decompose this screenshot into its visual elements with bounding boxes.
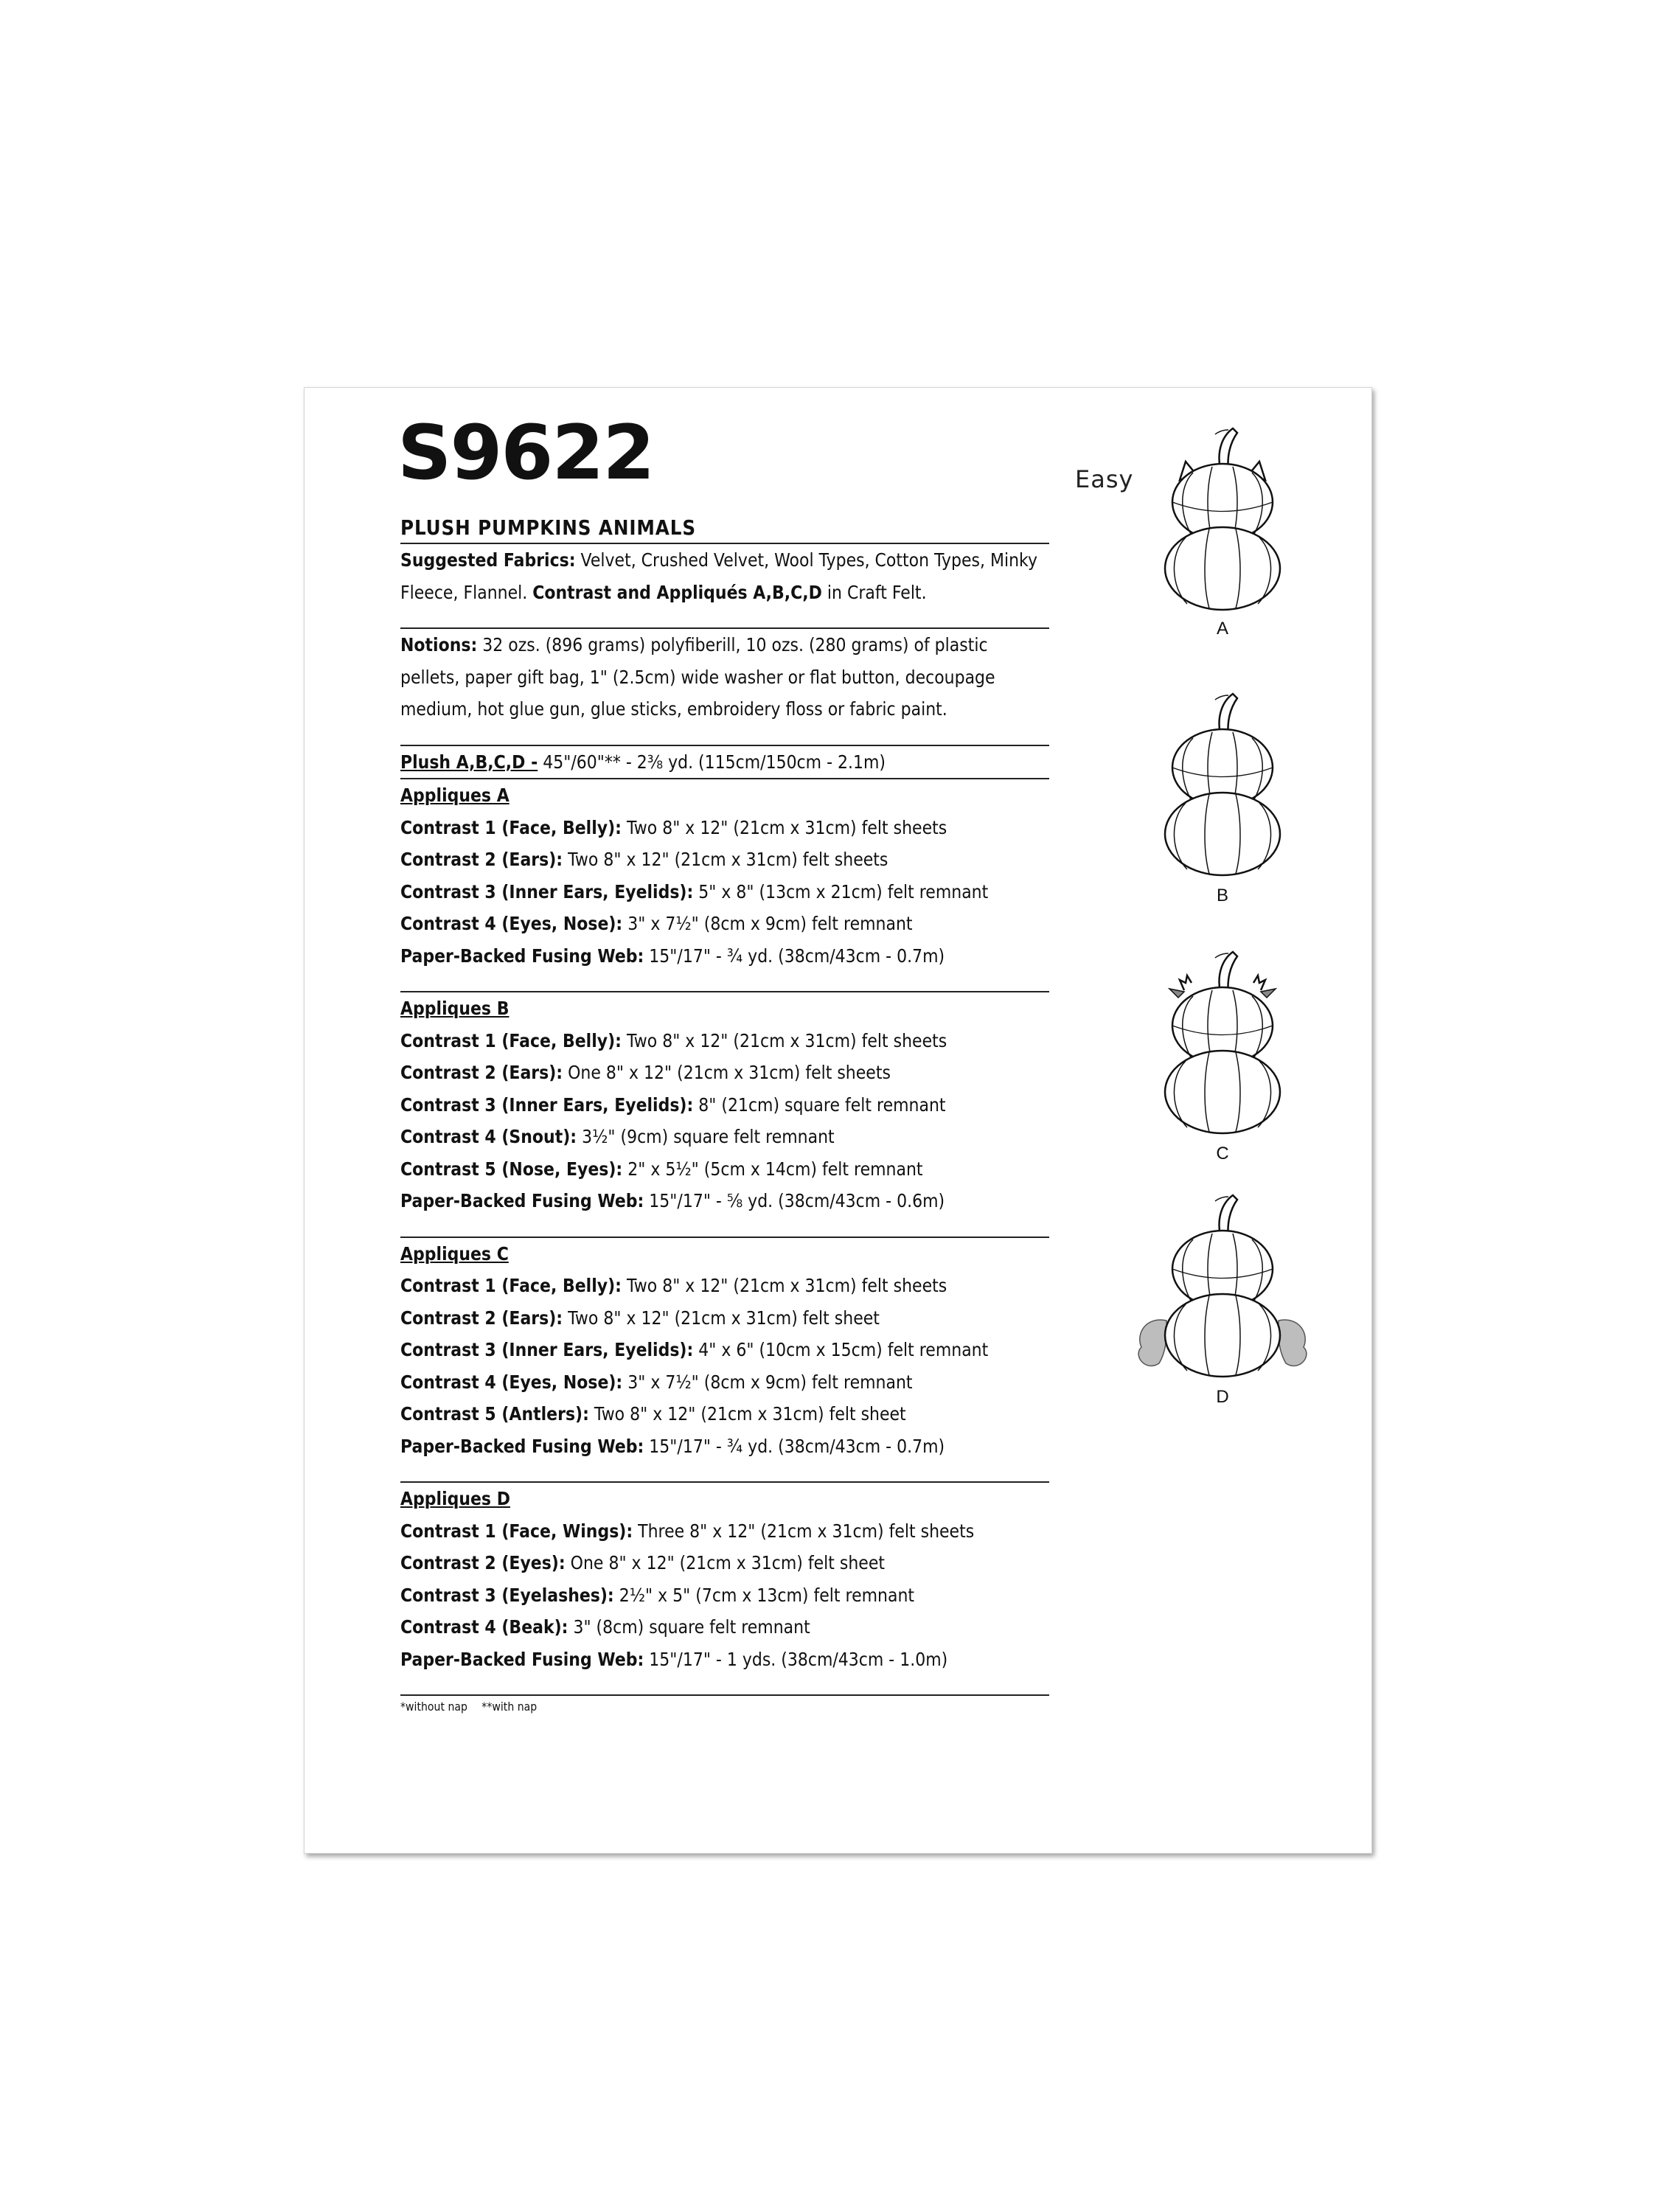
notions: Notions: 32 ozs. (896 grams) polyfiberill, 10 ozs. (280 grams) of plastic pellets, paper gift bag, 1" (2.5cm) wide washer or flat button, decoupage medium, hot glue gun, glue sticks, embroidery floss or fabric paint.: [400, 634, 995, 720]
view-b-label: B: [1216, 886, 1228, 905]
requirement-label: Contrast 1 (Face, Belly):: [400, 1275, 622, 1296]
requirement-value: 15"/17" - ⅝ yd. (38cm/43cm - 0.6m): [644, 1190, 945, 1211]
requirement-line: [400, 1270, 1049, 1302]
requirement-value: 2" x 5½" (5cm x 14cm) felt remnant: [622, 1158, 923, 1180]
requirement-value: Three 8" x 12" (21cm x 31cm) felt sheets: [633, 1520, 975, 1542]
requirement-label: Contrast 5 (Antlers):: [400, 1403, 589, 1425]
requirement-value: 3" (8cm) square felt remnant: [568, 1616, 810, 1638]
page-title: PLUSH PUMPKINS ANIMALS: [400, 515, 696, 540]
plush-yardage: Plush A,B,C,D - 45"/60"** - 2⅜ yd. (115cm/150cm - 2.1m): [400, 751, 886, 773]
requirement-label: Contrast 2 (Ears):: [400, 849, 563, 870]
requirement-label: Contrast 4 (Beak):: [400, 1616, 568, 1638]
requirement-value: One 8" x 12" (21cm x 31cm) felt sheet: [565, 1552, 886, 1573]
requirement-label: Contrast 3 (Inner Ears, Eyelids):: [400, 1339, 694, 1360]
requirement-line: [400, 1153, 1049, 1186]
requirement-value: 4" x 6" (10cm x 15cm) felt remnant: [693, 1339, 989, 1360]
requirement-label: Contrast 4 (Eyes, Nose):: [400, 1371, 623, 1393]
requirement-value: 15"/17" - ¾ yd. (38cm/43cm - 0.7m): [644, 1435, 945, 1457]
view-illustrations: [1134, 421, 1311, 1453]
suggested-fabrics: Suggested Fabrics: Velvet, Crushed Velvet, Wool Types, Cotton Types, Minky Fleece, Flannel. Contrast and Appliqués A,B,C,D in Craft Felt.: [400, 549, 1038, 603]
requirement-value: Two 8" x 12" (21cm x 31cm) felt sheet: [563, 1307, 880, 1329]
requirements-column: [400, 513, 1049, 1718]
requirement-line: [400, 1611, 1049, 1644]
footnotes: *without nap **with nap: [400, 1700, 538, 1714]
requirement-value: 15"/17" - ¾ yd. (38cm/43cm - 0.7m): [644, 945, 945, 967]
requirement-line: [400, 940, 1049, 973]
requirement-value: 3" x 7½" (8cm x 9cm) felt remnant: [622, 1371, 913, 1393]
requirement-label: Contrast 4 (Eyes, Nose):: [400, 913, 623, 934]
requirement-label: Paper-Backed Fusing Web:: [400, 1190, 644, 1211]
view-a-label: A: [1216, 619, 1228, 639]
requirement-value: 8" (21cm) square felt remnant: [693, 1093, 946, 1116]
requirement-line: [400, 812, 1049, 844]
requirement-value: Two 8" x 12" (21cm x 31cm) felt sheets: [621, 1029, 947, 1051]
requirement-label: Contrast 3 (Eyelashes):: [400, 1584, 614, 1606]
requirement-label: Contrast 1 (Face, Wings):: [400, 1520, 633, 1542]
requirement-value: Two 8" x 12" (21cm x 31cm) felt sheets: [621, 816, 947, 838]
requirement-line: [400, 1185, 1049, 1217]
requirement-line: [400, 1302, 1049, 1335]
requirement-value: Two 8" x 12" (21cm x 31cm) felt sheet: [588, 1403, 906, 1425]
requirement-label: Contrast 3 (Inner Ears, Eyelids):: [400, 880, 694, 902]
difficulty-label: Easy: [1075, 465, 1134, 493]
requirement-label: Paper-Backed Fusing Web:: [400, 1648, 644, 1670]
view-d-label: D: [1216, 1387, 1229, 1407]
requirement-line: [400, 1547, 1049, 1579]
appliques-sections: [400, 779, 1049, 1675]
requirement-line: [400, 908, 1049, 940]
requirement-label: Contrast 2 (Eyes):: [400, 1552, 566, 1573]
requirement-line: [400, 1579, 1049, 1612]
requirement-line: [400, 1121, 1049, 1153]
pumpkin-views-svg: [1134, 421, 1311, 1453]
requirement-line: [400, 1366, 1049, 1399]
requirement-label: Paper-Backed Fusing Web:: [400, 1435, 644, 1457]
requirement-line: [400, 1025, 1049, 1057]
requirement-label: Contrast 4 (Snout):: [400, 1126, 577, 1147]
requirement-value: 3½" (9cm) square felt remnant: [577, 1126, 835, 1147]
view-c-label: C: [1216, 1144, 1229, 1164]
view-b-illustration: [1165, 694, 1280, 875]
section-heading: Appliques D: [400, 1488, 510, 1509]
section-heading: Appliques A: [400, 785, 509, 806]
requirement-label: Contrast 1 (Face, Belly):: [400, 816, 622, 838]
requirement-label: Contrast 2 (Ears):: [400, 1062, 563, 1083]
requirement-value: 3" x 7½" (8cm x 9cm) felt remnant: [622, 913, 913, 934]
requirement-label: Contrast 5 (Nose, Eyes):: [400, 1158, 623, 1180]
requirement-label: Contrast 2 (Ears):: [400, 1307, 563, 1329]
requirement-value: Two 8" x 12" (21cm x 31cm) felt sheets: [621, 1275, 947, 1296]
requirement-line: [400, 844, 1049, 876]
requirement-line: [400, 1057, 1049, 1089]
pattern-back-sheet: [304, 387, 1372, 1854]
requirement-line: [400, 1430, 1049, 1463]
requirement-value: 5" x 8" (13cm x 21cm) felt remnant: [693, 880, 989, 902]
requirement-line: [400, 1398, 1049, 1430]
requirement-line: [400, 1644, 1049, 1676]
requirement-label: Paper-Backed Fusing Web:: [400, 945, 644, 967]
pattern-number: S9622: [397, 409, 654, 497]
requirement-value: One 8" x 12" (21cm x 31cm) felt sheets: [563, 1062, 891, 1083]
view-c-illustration: [1165, 952, 1280, 1133]
requirement-label: Contrast 3 (Inner Ears, Eyelids):: [400, 1093, 694, 1116]
section-heading: Appliques C: [400, 1242, 509, 1265]
requirement-value: Two 8" x 12" (21cm x 31cm) felt sheets: [563, 849, 888, 870]
requirement-line: [400, 1334, 1049, 1366]
section-heading: Appliques B: [400, 998, 509, 1019]
requirement-line: [400, 1089, 1049, 1121]
requirement-line: [400, 1515, 1049, 1548]
view-a-illustration: [1165, 428, 1280, 610]
requirement-line: [400, 876, 1049, 908]
view-d-illustration: [1138, 1195, 1307, 1377]
requirement-value: 15"/17" - 1 yds. (38cm/43cm - 1.0m): [644, 1648, 948, 1670]
requirement-label: Contrast 1 (Face, Belly):: [400, 1029, 622, 1051]
requirement-value: 2½" x 5" (7cm x 13cm) felt remnant: [613, 1584, 915, 1606]
